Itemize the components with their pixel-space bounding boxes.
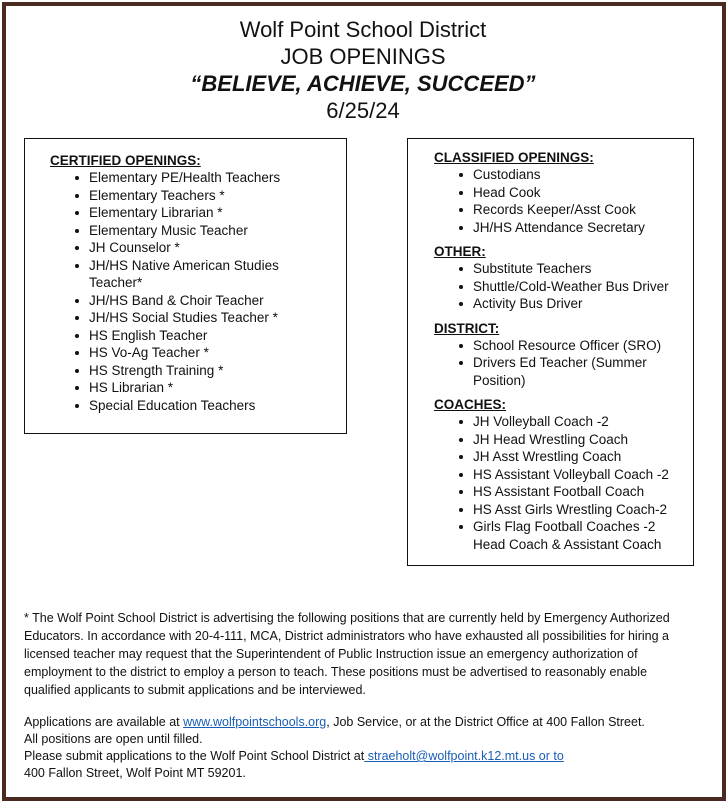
list-item: Head Cook xyxy=(434,184,693,202)
application-line-3 xyxy=(24,748,704,765)
district-address: 400 Fallon Street, Wolf Point MT 59201. xyxy=(24,766,246,780)
list-item: Elementary Librarian * xyxy=(50,204,346,222)
list-item: JH/HS Social Studies Teacher * xyxy=(50,309,346,327)
other-openings-list xyxy=(434,260,693,313)
list-item: Shuttle/Cold-Weather Bus Driver xyxy=(434,278,693,296)
list-item: Drivers Ed Teacher (Summer Position) xyxy=(434,354,668,389)
list-item: HS Asst Girls Wrestling Coach-2 xyxy=(434,501,693,519)
list-item: HS English Teacher xyxy=(50,327,346,345)
list-item: HS Vo-Ag Teacher * xyxy=(50,344,346,362)
list-item: JH/HS Attendance Secretary xyxy=(434,219,693,237)
other-openings-title: OTHER: xyxy=(434,244,486,259)
list-item: JH Asst Wrestling Coach xyxy=(434,448,693,466)
application-text: or to xyxy=(535,749,564,763)
open-until-filled: All positions are open until filled. xyxy=(24,732,203,746)
motto: “BELIEVE, ACHIEVE, SUCCEED” xyxy=(190,71,536,96)
header xyxy=(0,16,726,124)
list-item: Custodians xyxy=(434,166,693,184)
application-text: Applications are available at xyxy=(24,715,184,729)
list-item: Elementary Teachers * xyxy=(50,187,346,205)
classified-openings-list xyxy=(434,166,693,236)
district-openings-list xyxy=(434,337,693,390)
list-item: Substitute Teachers xyxy=(434,260,693,278)
certified-openings-list xyxy=(50,169,346,414)
list-item: Records Keeper/Asst Cook xyxy=(434,201,693,219)
list-item: School Resource Officer (SRO) xyxy=(434,337,693,355)
certified-openings-box xyxy=(24,138,347,434)
district-openings-title: DISTRICT: xyxy=(434,320,500,336)
list-item: JH/HS Band & Choir Teacher xyxy=(50,292,346,310)
email-link[interactable]: straeholt@wolfpoint.k12.mt.us xyxy=(364,749,536,763)
list-item: Elementary Music Teacher xyxy=(50,222,346,240)
list-item: HS Assistant Football Coach xyxy=(434,483,693,501)
classified-openings-title: CLASSIFIED OPENINGS: xyxy=(434,150,594,165)
application-info xyxy=(24,714,704,782)
list-item: HS Assistant Volleyball Coach -2 xyxy=(434,466,693,484)
application-text: Please submit applications to the Wolf Point School District at xyxy=(24,749,365,763)
application-text: , Job Service, or at the District Office at 400 Fallon Street. xyxy=(326,715,645,729)
list-item: Elementary PE/Health Teachers xyxy=(50,169,346,187)
coaches-openings-list xyxy=(434,413,693,553)
application-line-1 xyxy=(24,714,704,731)
list-item: HS Strength Training * xyxy=(50,362,346,380)
list-item: JH Head Wrestling Coach xyxy=(434,431,693,449)
list-item: Special Education Teachers xyxy=(50,397,346,415)
list-item: JH Volleyball Coach -2 xyxy=(434,413,693,431)
emergency-authorization-note: * The Wolf Point School District is advertising the following positions that are currently held by Emergency Authorized Educators. In accordance with 20-4-111, MCA, District administrators who have exhausted all possibilities for hiring a licensed teacher may request that the Superintendent of Public Instruction issue an emergency authorization of employment to the district to employ a person to teach. These positions must be advertised to reasonably enable qualified applicants to submit applications and be interviewed. xyxy=(24,611,670,697)
posting-date: 6/25/24 xyxy=(326,98,400,123)
list-item: JH/HS Native American Studies Teacher* xyxy=(50,257,304,292)
page-title: JOB OPENINGS xyxy=(280,44,446,69)
list-item: JH Counselor * xyxy=(50,239,346,257)
coaches-openings-title: COACHES: xyxy=(434,397,507,412)
other-openings-box xyxy=(407,138,694,566)
district-name: Wolf Point School District xyxy=(239,17,487,42)
list-item: Activity Bus Driver xyxy=(434,295,693,313)
website-link[interactable]: www.wolfpointschools.org xyxy=(183,715,327,729)
list-item: Girls Flag Football Coaches -2 Head Coach & Assistant Coach xyxy=(434,518,673,553)
certified-openings-title: CERTIFIED OPENINGS: xyxy=(50,153,201,168)
list-item: HS Librarian * xyxy=(50,379,346,397)
